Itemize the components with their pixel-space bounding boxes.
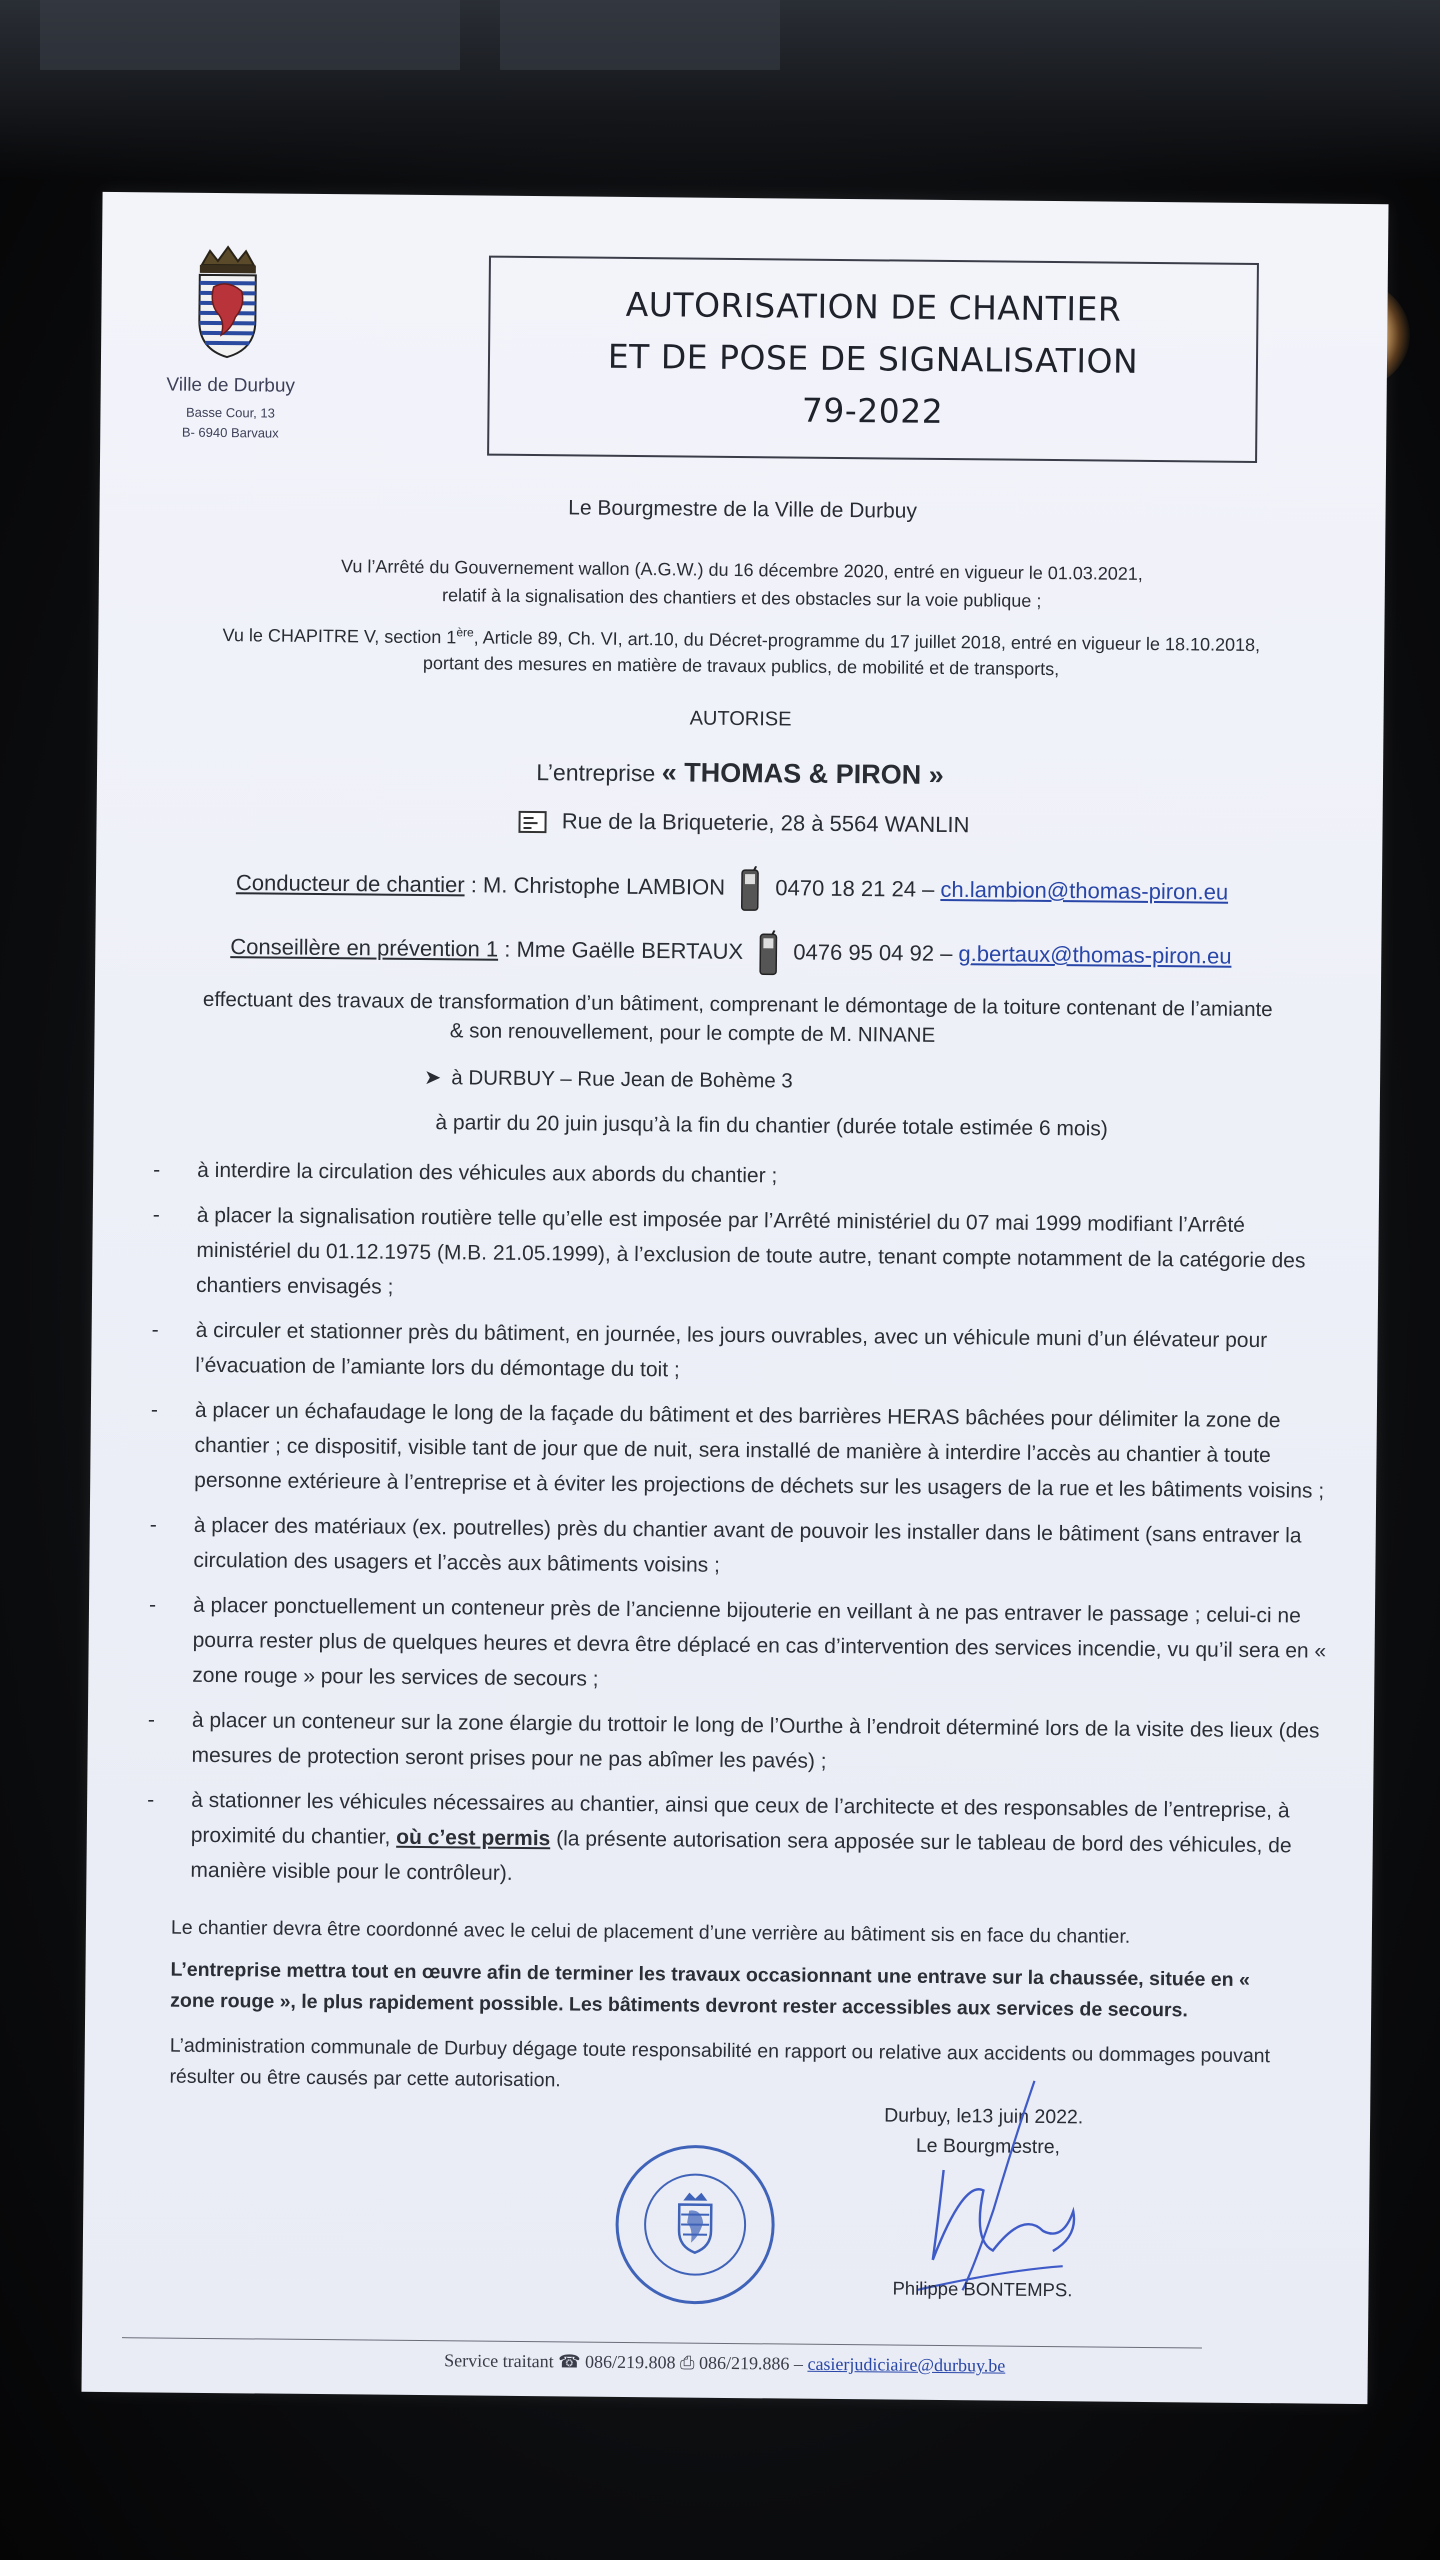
- title-line-2: ET DE POSE DE SIGNALISATION: [607, 336, 1139, 381]
- work-period: à partir du 20 juin jusqu’à la fin du chantier (durée totale estimée 6 mois): [435, 1111, 1108, 1141]
- contact-site-manager: [236, 861, 1229, 917]
- list-item-text: à placer ponctuellement un conteneur près de l’ancienne bijouterie en veillant à ne pas entraver le passage ; celui-ci ne pourra rester plus de quelques heures et devra être déplacé en cas d’intervention des services incendie, vu qu’il sera en « zone rouge » pour les services de secours ;: [192, 1593, 1327, 1691]
- list-item: - à placer des matériaux (ex. poutrelles) près du chantier avant de pouvoir les installer dans le bâtiment (sans entraver la circulation des usagers et l’accès aux bâtiments voisins ;: [149, 1513, 1302, 1577]
- contact-role: Conducteur de chantier: [235, 870, 465, 898]
- contact-person: : Mme Gaëlle BERTAUX: [498, 936, 744, 964]
- mayor-heading: Le Bourgmestre de la Ville de Durbuy: [568, 496, 917, 523]
- list-item-text: à placer un conteneur sur la zone élargie du trottoir le long de l’Ourthe à l’endroit déterminé lors de la visite des lieux (des mesures de protection seront prises pour ne pas abîmer les pavés) ;: [191, 1708, 1320, 1773]
- title-line-1: AUTORISATION DE CHANTIER: [625, 284, 1122, 329]
- list-item: - à placer un conteneur sur la zone élargie du trottoir le long de l’Ourthe à l’endroit déterminé lors de la visite des lieux (des mesures de protection seront prises pour ne pas abîmer les pavés) ;: [147, 1708, 1320, 1773]
- footer-fax: 086/219.886 –: [698, 2352, 804, 2374]
- telephone-icon: ☎: [558, 2351, 581, 2372]
- legal-reference-2-cont: portant des mesures en matière de travaux publics, de mobilité et de transports,: [422, 652, 1060, 680]
- ref2-superscript: ère: [456, 625, 474, 640]
- list-item-text: à placer des matériaux (ex. poutrelles) près du chantier avant de pouvoir les installer dans le bâtiment (sans entraver la circulation des usagers et l’accès aux bâtiments voisins ;: [193, 1513, 1302, 1577]
- legal-reference-1: Vu l’Arrêté du Gouvernement wallon (A.G.W.) du 16 décembre 2020, entré en vigueur le 01.03.2021,: [341, 556, 1143, 584]
- municipality-name: Ville de Durbuy: [166, 374, 296, 397]
- list-item: - à circuler et stationner près du bâtiment, en journée, les jours ouvrables, avec un véhicule muni d’un élévateur pour l’évacuation de l’amiante lors du démontage du toit ;: [151, 1318, 1268, 1382]
- footer-label: Service traitant: [444, 2350, 554, 2372]
- footer-contact: [82, 2347, 1368, 2380]
- signatory-name: Philippe BONTEMPS.: [892, 2277, 1073, 2301]
- list-item-text: à circuler et stationner près du bâtiment, en journée, les jours ouvrables, avec un véhicule muni d’un élévateur pour l’évacuation de l’amiante lors du démontage du toit ;: [195, 1318, 1268, 1382]
- legal-reference-1-cont: relatif à la signalisation des chantiers et des obstacles sur la voie publique ;: [441, 585, 1042, 611]
- work-location-text: à DURBUY – Rue Jean de Bohème 3: [451, 1066, 793, 1093]
- window-reflection: [500, 0, 780, 70]
- list-item-text: à placer la signalisation routière telle qu’elle est imposée par l’Arrêté ministériel du 07 mai 1999 modifiant l’Arrêté ministériel du 01.12.1975 (M.B. 21.05.1999), à l’exclusion de toute autre, tenant compte notamment de la catégorie des chantiers envisagés ;: [195, 1203, 1306, 1299]
- company-prefix: L’entreprise: [536, 759, 656, 787]
- contact-phone: 0476 95 04 92 –: [793, 939, 953, 966]
- liability-note: L’administration communale de Durbuy dégage toute responsabilité en rapport ou relative aux accidents ou dommages pouvant résulter ou être causés par cette autorisation.: [169, 2034, 1271, 2092]
- fax-icon: ⎙: [679, 2352, 695, 2373]
- signature-title: Le Bourgmestre,: [915, 2134, 1061, 2159]
- company-address: Rue de la Briqueterie, 28 à 5564 WANLIN: [561, 808, 970, 838]
- list-item-text: à placer un échafaudage le long de la façade du bâtiment et des barrières HERAS bâchées pour délimiter la zone de chantier ; ce dispositif, visible tant de jour que de nuit, sera installé de manière à interdire l’accès au chantier à toute personne extérieure à l’entreprise et à éviter les projections de déchets sur les usagers de la rue et les bâtiments voisins ;: [194, 1398, 1325, 1503]
- work-description: effectuant des travaux de transformation d’un bâtiment, comprenant le démontage de la toiture contenant de l’amiante: [202, 987, 1273, 1022]
- title-number: 79-2022: [801, 390, 944, 431]
- list-item: - à stationner les véhicules nécessaires au chantier, ainsi que ceux de l’architecte et des responsables de l’entreprise, à proximité du chantier, où c’est permis (la présente autorisation sera apposée sur le tableau de bord des véhicules, de manière visible pour le contrôleur).: [147, 1788, 1292, 1885]
- list-item-text: à interdire la circulation des véhicules aux abords du chantier ;: [197, 1158, 778, 1188]
- window-reflection: [40, 0, 460, 70]
- notice-panel: [81, 192, 1388, 2404]
- authorised-actions-list: [146, 1152, 1333, 1908]
- work-location: [424, 1065, 793, 1094]
- company-line: [97, 752, 1383, 795]
- signature-place-date: Durbuy, le13 juin 2022.: [884, 2104, 1084, 2129]
- list-item-text-cont: (la présente autorisation sera apposée sur le tableau de bord des véhicules, de manière visible pour le contrôleur).: [190, 1827, 1292, 1885]
- document-title-box: [487, 256, 1259, 463]
- mobile-phone-icon: [739, 866, 761, 912]
- company-name: « THOMAS & PIRON »: [661, 757, 944, 790]
- list-item: - à placer ponctuellement un conteneur près de l’ancienne bijouterie en veillant à ne pas entraver le passage ; celui-ci ne pourra rester plus de quelques heures et devra être déplacé en cas d’intervention des services incendie, vu qu’il sera en « zone rouge » pour les services de secours ;: [148, 1593, 1327, 1691]
- footer-divider: [122, 2337, 1202, 2348]
- list-item: - à interdire la circulation des véhicules aux abords du chantier ;: [153, 1158, 778, 1188]
- contact-phone: 0470 18 21 24 –: [775, 875, 935, 902]
- list-item: - à placer la signalisation routière telle qu’elle est imposée par l’Arrêté ministériel du 07 mai 1999 modifiant l’Arrêté ministériel du 01.12.1975 (M.B. 21.05.1999), à l’exclusion de toute autre, tenant compte notamment de la catégorie des chantiers envisagés ;: [152, 1203, 1306, 1299]
- contact-person: : M. Christophe LAMBION: [464, 872, 726, 900]
- mobile-phone-icon: [757, 930, 779, 976]
- contact-email-link[interactable]: g.bertaux@thomas-piron.eu: [958, 940, 1232, 969]
- arrow-bullet-icon: ➤: [423, 1066, 442, 1090]
- coordination-note: Le chantier devra être coordonné avec le celui de placement d’une verrière au bâtiment sis en face du chantier.: [170, 1916, 1131, 1948]
- municipality-postcode: B- 6940 Barvaux: [181, 424, 279, 441]
- letter-icon: [518, 809, 548, 835]
- contact-email-link[interactable]: ch.lambion@thomas-piron.eu: [940, 876, 1229, 905]
- footer-email-link[interactable]: casierjudiciaire@durbuy.be: [807, 2353, 1006, 2376]
- commitment-note: L’entreprise mettra tout en œuvre afin de terminer les travaux occasionnant une entrave sur la chaussée, située en « zone rouge », le plus rapidement possible. Les bâtiments devront rester accessibles aux services de secours.: [170, 1958, 1250, 2022]
- footer-phone: 086/219.808: [584, 2351, 676, 2373]
- ref2-text-cont: , Article 89, Ch. VI, art.10, du Décret-programme du 17 juillet 2018, entré en vigueur le 18.10.2018,: [473, 627, 1261, 656]
- work-description-cont: & son renouvellement, pour le compte de M. NINANE: [449, 1019, 936, 1047]
- authorises-label: AUTORISE: [689, 707, 792, 731]
- ref2-text: Vu le CHAPITRE V, section 1: [222, 625, 457, 648]
- company-address-line: [96, 804, 1382, 844]
- municipality-address: Basse Cour, 13: [185, 404, 275, 421]
- list-item-emphasis: où c’est permis: [396, 1825, 551, 1851]
- municipal-seal-stamp: [612, 2142, 779, 2309]
- contact-role: Conseillère en prévention 1: [230, 933, 499, 962]
- list-item: - à placer un échafaudage le long de la façade du bâtiment et des barrières HERAS bâchées pour délimiter la zone de chantier ; ce dispositif, visible tant de jour que de nuit, sera installé de manière à interdire l’accès au chantier à toute personne extérieure à l’entreprise et à éviter les projections de déchets sur les usagers de la rue et les bâtiments voisins ;: [150, 1398, 1325, 1503]
- contact-prevention-advisor: [230, 925, 1232, 981]
- list-item-text: à stationner les véhicules nécessaires au chantier, ainsi que ceux de l’architecte et des responsables de l’entreprise, à proximité du chantier,: [190, 1788, 1290, 1849]
- durbuy-crest-logo: [191, 243, 264, 362]
